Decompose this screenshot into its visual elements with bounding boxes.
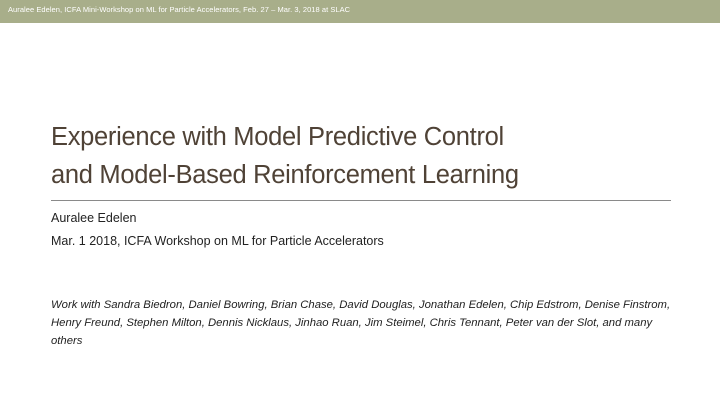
header-text: Auralee Edelen, ICFA Mini-Workshop on ML for Particle Accelerators, Feb. 27 – Mar. 3, 2018 at SLAC xyxy=(8,5,351,14)
collaborators-text: Work with Sandra Biedron, Daniel Bowring, Brian Chase, David Douglas, Jonathan Edelen, Chip Edstrom, Denise Finstrom, Henry Freund, Stephen Milton, Dennis Nicklaus, Jinhao Ruan, Jim Steimel, Chris Tennant, Peter van der Slot, and many others xyxy=(51,299,671,347)
title-line-2: and Model-Based Reinforcement Learning xyxy=(51,161,519,189)
title-line-1: Experience with Model Predictive Control xyxy=(51,123,504,151)
header-bar xyxy=(0,0,720,23)
date-event: Mar. 1 2018, ICFA Workshop on ML for Particle Accelerators xyxy=(51,234,384,248)
author-name: Auralee Edelen xyxy=(51,211,137,225)
slide-title xyxy=(51,118,691,194)
title-divider xyxy=(51,200,671,201)
